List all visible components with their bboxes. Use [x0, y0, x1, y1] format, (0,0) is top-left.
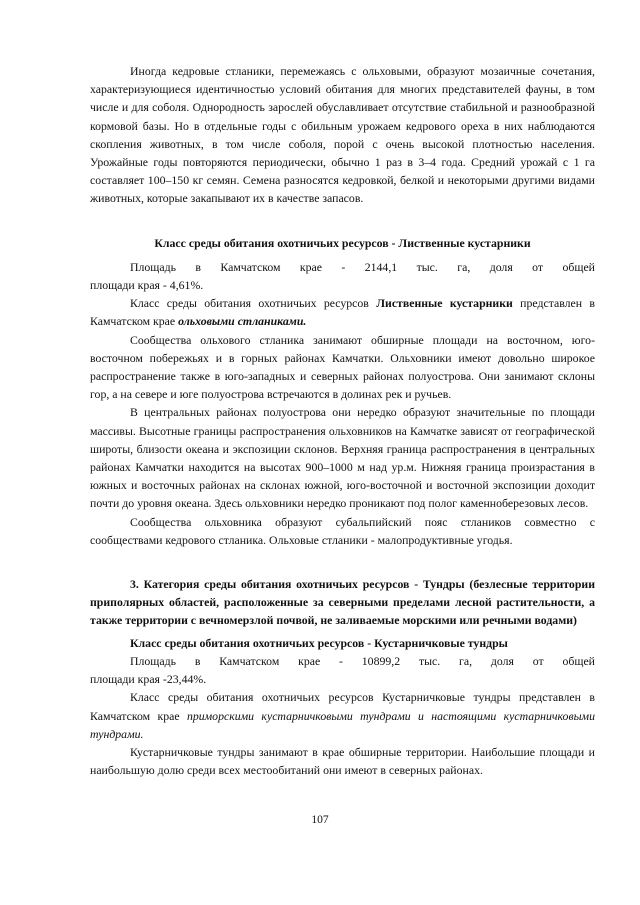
- paragraph-alder-3: Сообщества ольховника образуют субальпийский пояс стлаников совместно с сообществами кедрового стланика. Ольховые стланики - малопродуктивные угодья.: [90, 514, 595, 547]
- shrubs-class-text-a: Класс среды обитания охотничьих ресурсов: [130, 296, 377, 311]
- paragraph-intro: Иногда кедровые стланики, перемежаясь с ольховыми, образуют мозаичные сочетания, характеризующиеся идентичностью условий обитания для многих представителей фауны, в том числе и для соболя. Однородность зарослей обуславливает отсутствие стабильной и разнообразной кормовой базы. Но в отдельные годы с обильным урожаем кедрового ореха в них наблюдаются скопления животных, в том числе соболя, порой с очень высокой плотностью населения. Урожайные годы повторяются периодически, обычно 1 раз в 3–4 года. Средний урожай с 1 га составляет 100–150 кг семян. Семена разносятся кедровкой, белкой и некоторыми другими видами животных, которые закапывают их в качестве запасов.: [90, 64, 595, 206]
- tundra-class-text-a: Класс среды обитания охотничьих ресурсов Кустарничковые тундры представлен в Камчатском крае: [90, 690, 595, 723]
- shrubs-class-name: Лиственные кустарники: [376, 296, 513, 311]
- heading-shrubs-class: Класс среды обитания охотничьих ресурсов - Лиственные кустарники: [154, 235, 531, 250]
- area-shrubs-line2: площади края - 4,61%.: [90, 278, 204, 293]
- shrubs-class-type: ольховыми стланиками.: [178, 314, 307, 329]
- paragraph-tundra-class: [90, 688, 595, 743]
- tundra-class-types: приморскими кустарничковыми тундрами и настоящими кустарничковыми тундрами.: [90, 708, 595, 741]
- paragraph-tundra-1: Кустарничковые тундры занимают в крае обширные территории. Наибольшие площади и наибольшую долю среди всех местообитаний они имеют в северных районах.: [90, 744, 595, 778]
- heading-tundra-class: Класс среды обитания охотничьих ресурсов - Кустарничковые тундры: [130, 635, 508, 650]
- paragraph-alder-1: Сообщества ольхового стланика занимают обширные площади на восточном, юго-восточном побережьях и в горных районах Камчатки. Ольховники имеют довольно широкое распространение также в юго-западных и северных районах полуострова. Они занимают склоны гор, а на севере и юге полуострова встречаются в долинах рек и ручьев.: [90, 332, 595, 402]
- heading-category-3: 3. Категория среды обитания охотничьих ресурсов - Тундры (безлесные территории приполярных областей, расположенные за северными пределами лесной растительности, а также территории с вечномерзлой почвой, не заливаемые морскими или речными водами): [90, 577, 595, 628]
- area-tundra-line1: Площадь в Камчатском крае - 10899,2 тыс. га, доля от общей: [130, 653, 595, 668]
- area-tundra-line2: площади края -23,44%.: [90, 672, 207, 687]
- area-shrubs-line1: Площадь в Камчатском крае - 2144,1 тыс. га, доля от общей: [130, 259, 595, 274]
- paragraph-alder-2: В центральных районах полуострова они нередко образуют значительные по площади массивы. Высотные границы распространения ольховников на Камчатке зависят от географической широты, близости океана и экспозиции склонов. Верхняя граница распространения в центральных районах Камчатки находится на высотах 900–1000 м над ур.м. Нижняя граница произрастания в южных и восточных районах на склонах южной, юго-восточной и восточной экспозиции доходит почти до уровня океана. Здесь ольховники нередко проникают под полог каменноберезовых лесов.: [90, 405, 595, 511]
- page-number: 107: [311, 814, 329, 826]
- paragraph-shrubs-class: [90, 294, 595, 330]
- page-body: [90, 62, 595, 779]
- shrubs-class-text-c: представлен в Камчатском крае: [90, 296, 595, 329]
